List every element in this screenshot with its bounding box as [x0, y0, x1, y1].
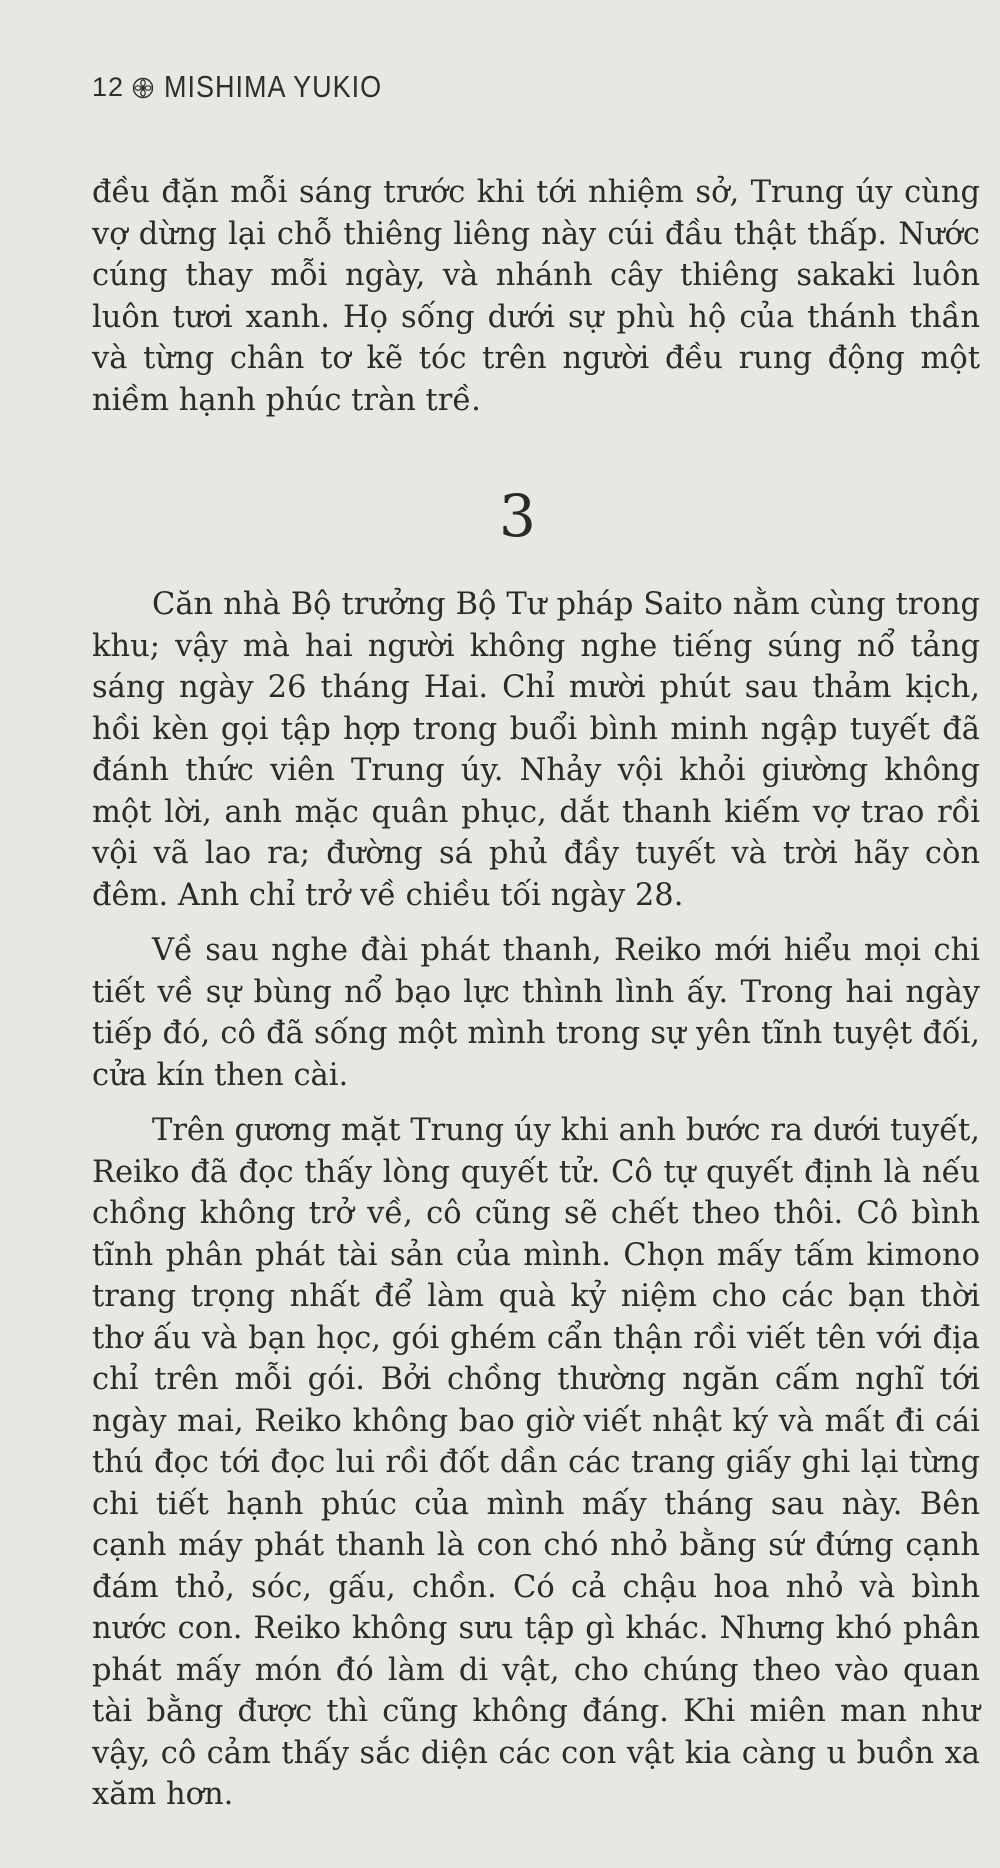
running-head [92, 72, 382, 103]
chapter-paragraph-2: Về sau nghe đài phát thanh, Reiko mới hiểu mọi chi tiết về sự bùng nổ bạo lực thình lình ấy. Trong hai ngày tiếp đó, cô đã sống một mình trong sự yên tĩnh tuyệt đối, cửa kín then cài. [92, 933, 980, 1093]
chapter-paragraph-3: Trên gương mặt Trung úy khi anh bước ra dưới tuyết, Reiko đã đọc thấy lòng quyết tử. Cô tự quyết định là nếu chồng không trở về, cô cũng sẽ chết theo thôi. Cô bình tĩnh phân phát tài sản của mình. Chọn mấy tấm kimono trang trọng nhất để làm quà kỷ niệm cho các bạn thời thơ ấu và bạn học, gói ghém cẩn thận rồi viết tên với địa chỉ trên mỗi gói. Bởi chồng thường ngăn cấm nghĩ tới ngày mai, Reiko không bao giờ viết nhật ký và mất đi cái thú đọc tới đọc lui rồi đốt dần các trang giấy ghi lại từng chi tiết hạnh phúc của mình mấy tháng sau này. Bên cạnh máy phát thanh là con chó nhỏ bằng sứ đứng cạnh đám thỏ, sóc, gấu, chồn. Có cả chậu hoa nhỏ và bình nước con. Reiko không sưu tập gì khác. Nhưng khó phân phát mấy món đó làm di vật, cho chúng theo vào quan tài bằng được thì cũng không đáng. Khi miên man như vậy, cô cảm thấy sắc diện các con vật kia càng u buồn xa xăm hơn. [92, 1113, 980, 1812]
chapter-text-block [92, 584, 980, 1830]
chapter-number: 3 [499, 482, 536, 550]
flower-ornament-icon [132, 77, 154, 99]
chapter-paragraph-1: Căn nhà Bộ trưởng Bộ Tư pháp Saito nằm cùng trong khu; vậy mà hai người không nghe tiếng súng nổ tảng sáng ngày 26 tháng Hai. Chỉ mười phút sau thảm kịch, hồi kèn gọi tập hợp trong buổi bình minh ngập tuyết đã đánh thức viên Trung úy. Nhảy vội khỏi giường không một lời, anh mặc quân phục, dắt thanh kiếm vợ trao rồi vội vã lao ra; đường sá phủ đầy tuyết và trời hãy còn đêm. Anh chỉ trở về chiều tối ngày 28. [92, 587, 980, 913]
opening-text-block [92, 172, 980, 435]
author-name: MISHIMA YUKIO [164, 70, 383, 104]
page-number: 12 [92, 72, 125, 102]
opening-paragraph: đều đặn mỗi sáng trước khi tới nhiệm sở, Trung úy cùng vợ dừng lại chỗ thiêng liêng này cúi đầu thật thấp. Nước cúng thay mỗi ngày, và nhánh cây thiêng sakaki luôn luôn tươi xanh. Họ sống dưới sự phù hộ của thánh thần và từng chân tơ kẽ tóc trên người đều rung động một niềm hạnh phúc tràn trề. [92, 175, 980, 418]
